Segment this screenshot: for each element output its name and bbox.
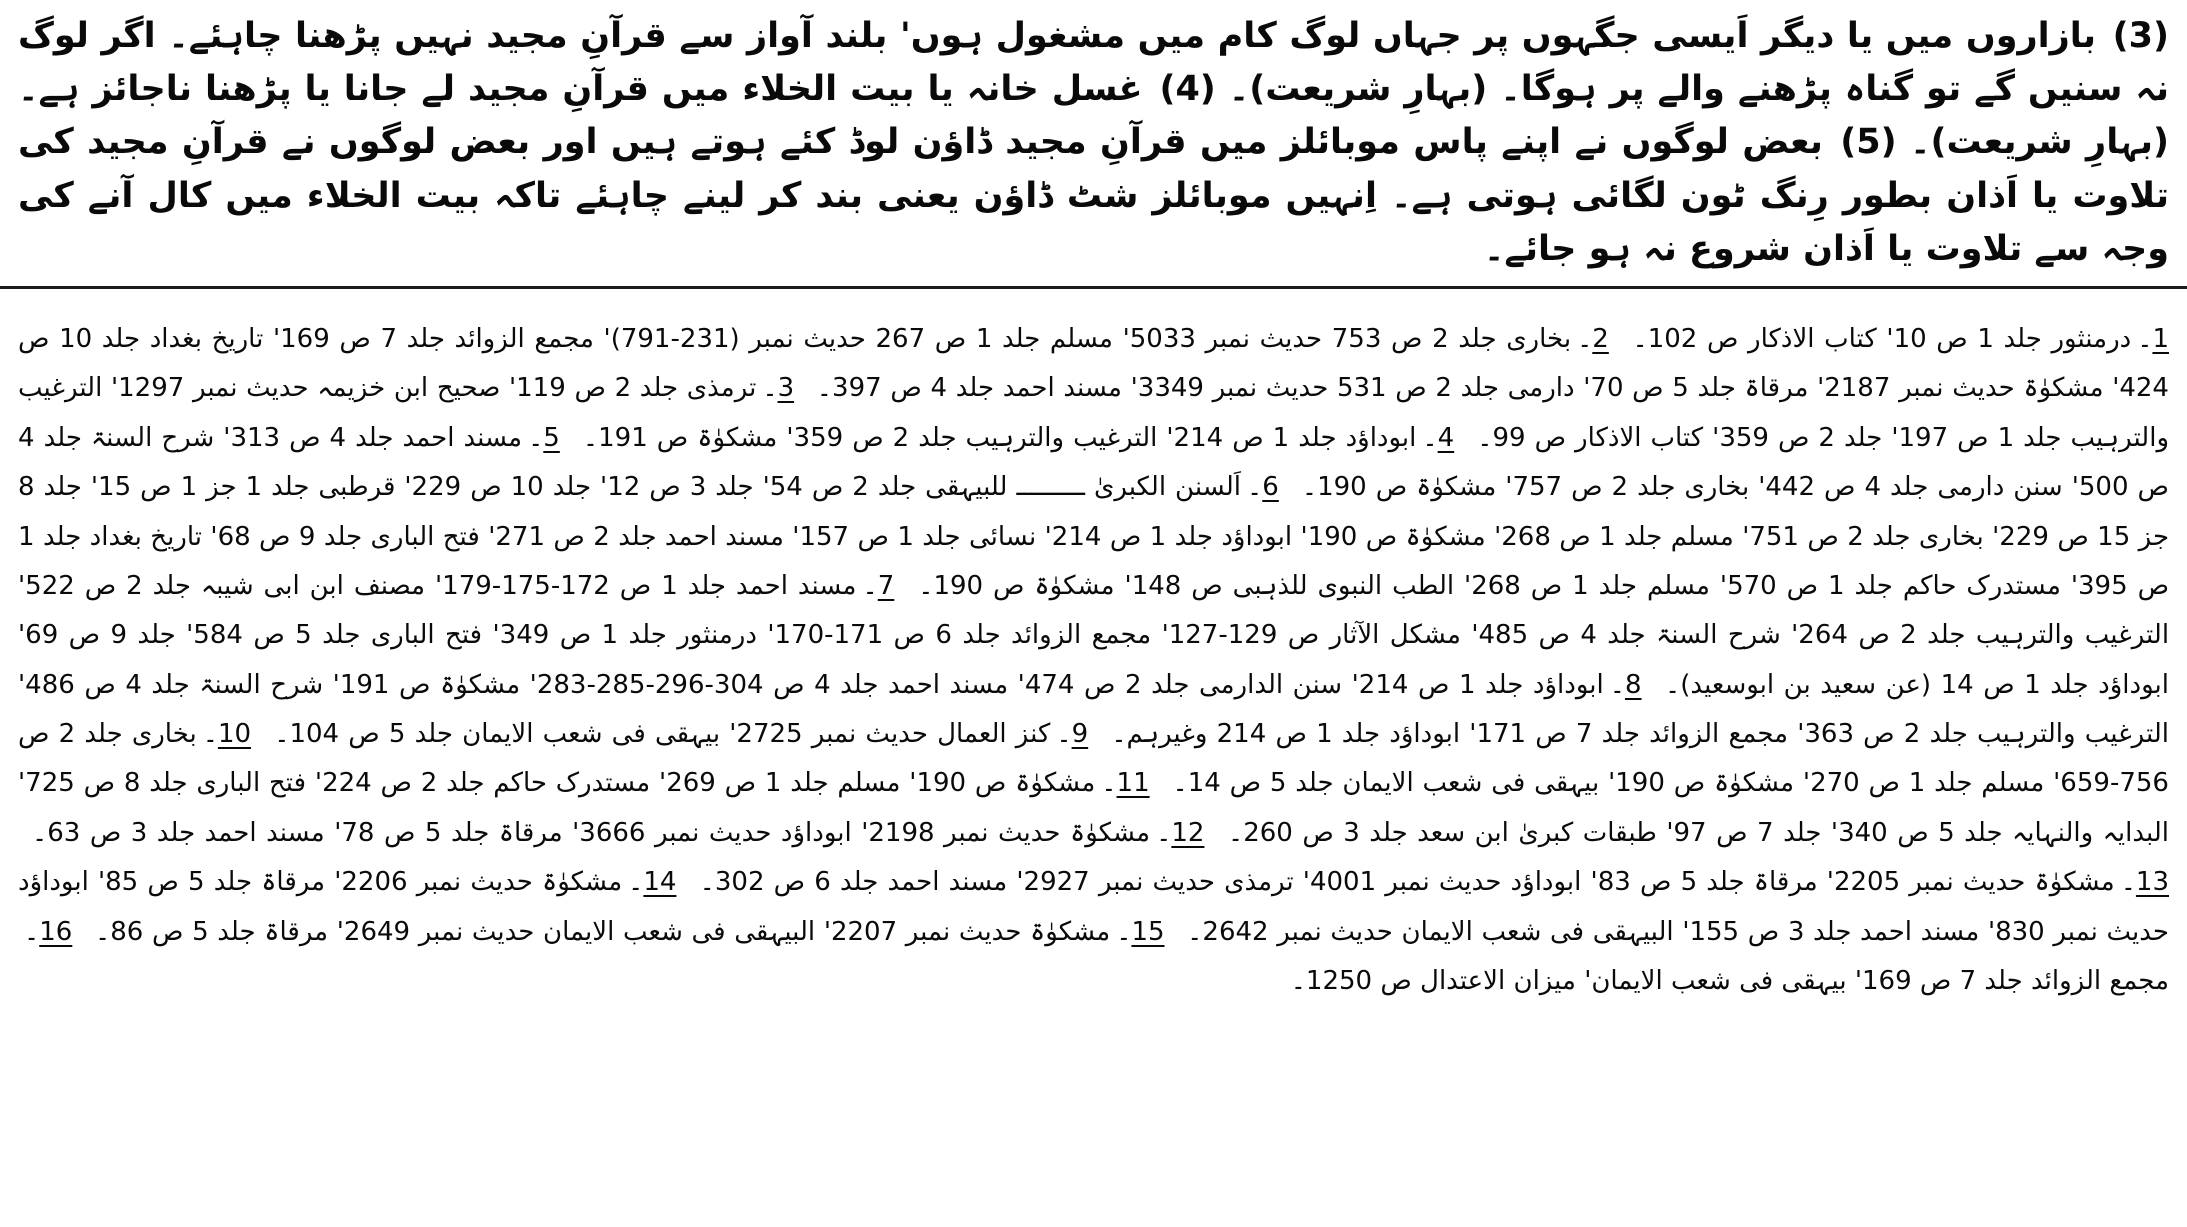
footnote-text: کنز العمال حدیث نمبر 2725' بیہقی فی شعب الایمان جلد 5 ص 104۔ [265, 719, 1051, 750]
footnote-number-suffix: ۔ [1247, 472, 1263, 503]
footnote-text: بخاری جلد 2 ص 756-659' مسلم جلد 1 ص 270' مشکوٰۃ ص 190' بیہقی فی شعب الایمان جلد 5 ص 14۔ [18, 719, 2169, 799]
footnote-number: 3 [777, 373, 795, 404]
footnote-number: 13 [2135, 867, 2170, 898]
footnote-text: بخاری جلد 2 ص 753 حدیث نمبر 5033' مسلم جلد 1 ص 267 حدیث نمبر (231-791)' مجمع الزوائد جلد 7 ص 169' تاریخ بغداد جلد 10 ص 424' مشکوٰۃ حدیث نمبر 2187' مرقاۃ جلد 5 ص 70' دارمی جلد 2 ص 531 حدیث نمبر 3349' مسند احمد جلد 4 ص 397۔ [18, 323, 2169, 404]
footnote-number: 9 [1071, 719, 1089, 750]
item-marker: (5) [1840, 122, 1897, 163]
footnote-number: 4 [1437, 422, 1455, 453]
footnote-text: ابوداؤد جلد 1 ص 214' الترغیب والترہیب جلد 2 ص 359' مشکوٰۃ ص 191۔ [573, 422, 1417, 453]
footnote-number: 16 [39, 916, 73, 947]
footnote-text: ترمذی جلد 2 ص 119' صحیح ابن خزیمہ حدیث نمبر 1297' الترغیب والترہیب جلد 1 ص 197' جلد 2 ص 359' کتاب الاذکار ص 99۔ [18, 373, 2170, 453]
footnote-number-suffix: ۔ [1116, 916, 1132, 947]
footnote-number: 12 [1171, 817, 1205, 848]
footnote-number-suffix: ۔ [1609, 669, 1625, 700]
footnote-text: درمنثور جلد 1 ص 10' کتاب الاذکار ص 102۔ [1622, 323, 2132, 354]
footnote-divider [0, 286, 2187, 289]
footnote-number: 1 [2152, 323, 2169, 354]
footnote-number-suffix: ۔ [1156, 817, 1172, 848]
footnote-entry [574, 423, 1454, 453]
footnote-text: مسند احمد جلد 1 ص 172-175-179' مصنف ابن ابی شیبہ جلد 2 ص 522' الترغیب والترہیب جلد 2 ص 264' شرح السنۃ جلد 4 ص 485' مشکل الآثار ص 129-127' مجمع الزوائد جلد 6 ص 171-170' درمنثور جلد 1 ص 349' فتح الباری جلد 5 ص 584' جلد 9 ص 69' ابوداؤد جلد 1 ص 14 (عن سعید بن ابوسعید)۔ [18, 570, 2170, 700]
footnote-text: اَلسنن الکبریٰ ـــــــــ للبیہقی جلد 2 ص 54' جلد 3 ص 12' جلد 10 ص 229' قرطبی جلد 1 جز 1 ص 15' جلد 8 جز 15 ص 229' بخاری جلد 2 ص 751' مسلم جلد 1 ص 268' مشکوٰۃ ص 190' ابوداؤد جلد 1 ص 214' نسائی جلد 1 ص 157' مسند احمد جلد 2 ص 271' فتح الباری جلد 9 ص 68' تاریخ بغداد جلد 1 ص 395' مستدرک حاکم جلد 1 ص 570' مسلم جلد 1 ص 268' الطب النبوی للذہبی ص 148' مشکوٰۃ ص 190۔ [18, 472, 2170, 601]
footnote-entry [86, 917, 1164, 947]
footnote-number-suffix: ۔ [2137, 323, 2153, 354]
footnote-number-suffix: ۔ [24, 916, 40, 947]
item-marker: (3) [2112, 16, 2169, 56]
footnote-number-suffix: ۔ [1101, 768, 1117, 799]
footnote-number: 15 [1131, 916, 1165, 947]
footnote-text: مشکوٰۃ حدیث نمبر 2206' مرقاۃ جلد 5 ص 85' ابوداؤد حدیث نمبر 830' مسند احمد جلد 3 ص 155' البیہقی فی شعب الایمان حدیث نمبر 2642۔ [18, 867, 2169, 947]
footnote-number-suffix: ۔ [2120, 867, 2136, 898]
footnote-number-suffix: ۔ [528, 422, 544, 453]
item-text: بعض لوگوں نے اپنے پاس موبائلز میں قرآنِ مجید ڈاؤن لوڈ کئے ہوتے ہیں اور بعض لوگوں نے قرآنِ مجید کی تلاوت یا اَذان بطور رِنگ ٹون لگائی ہوتی ہے۔ اِنہیں موبائلز شٹ ڈاؤن یعنی بند کر لینے چاہئے تاکہ بیت الخلاء میں کال آنے کی وجہ سے تلاوت یا اَذان شروع نہ ہو جائے۔ [18, 122, 2169, 269]
main-paragraph [18, 10, 2169, 276]
footnote-number-suffix: ۔ [862, 570, 878, 601]
footnote-number-suffix: ۔ [628, 867, 644, 898]
footnote-text: مجمع الزوائد جلد 7 ص 169' بیہقی فی شعب الایمان' میزان الاعتدال ص 1250۔ [1290, 966, 2169, 997]
footnote-number: 14 [643, 867, 677, 898]
footnote-number-suffix: ۔ [762, 373, 778, 404]
footnote-number-suffix: ۔ [202, 719, 218, 750]
footnote-number: 8 [1624, 669, 1642, 700]
footnote-number: 6 [1262, 472, 1279, 503]
footnote-entry [32, 818, 1204, 848]
footnote-text: مشکوٰۃ ص 190' مسلم جلد 1 ص 269' مستدرک حاکم جلد 2 ص 224' فتح الباری جلد 8 ص 725' البدایہ والنہایہ جلد 5 ص 340' جلد 7 ص 97' طبقات کبریٰ ابن سعد جلد 3 ص 260۔ [18, 768, 2170, 848]
footnote-number: 5 [543, 422, 560, 453]
footnote-number-suffix: ۔ [1577, 323, 1593, 354]
item-text: بازاروں میں یا دیگر اَیسی جگہوں پر جہاں لوگ کام میں مشغول ہوں' بلند آواز سے قرآنِ مجید نہیں پڑھنا چاہئے۔ اگر لوگ نہ سنیں گے تو گناہ پڑھنے والے پر ہوگا۔ (بہارِ شریعت)۔ [18, 16, 2169, 110]
footnote-text: مسند احمد جلد 4 ص 313' شرح السنۃ جلد 4 ص 500' سنن دارمی جلد 4 ص 442' بخاری جلد 2 ص 757' مشکوٰۃ ص 190۔ [18, 422, 2169, 503]
footnote-number-suffix: ۔ [1056, 719, 1072, 750]
footnote-text: مشکوٰۃ حدیث نمبر 2207' البیہقی فی شعب الایمان حدیث نمبر 2649' مرقاۃ جلد 5 ص 86۔ [86, 916, 1111, 947]
footnote-entry [690, 867, 2169, 897]
footnote-number: 11 [1116, 768, 1150, 799]
footnote-number-suffix: ۔ [1422, 422, 1438, 453]
footnote-number: 10 [217, 719, 252, 750]
footnote-number: 7 [877, 570, 895, 601]
footnote-text: مشکوٰۃ حدیث نمبر 2205' مرقاۃ جلد 5 ص 83' ابوداؤد حدیث نمبر 4001' ترمذی حدیث نمبر 2927' مسند احمد جلد 6 ص 302۔ [690, 867, 2115, 898]
footnote-number: 2 [1592, 323, 1609, 354]
main-item [18, 122, 2169, 268]
footnote-text: مشکوٰۃ حدیث نمبر 2198' ابوداؤد حدیث نمبر 3666' مرقاۃ جلد 5 ص 78' مسند احمد جلد 3 ص 63۔ [32, 817, 1151, 848]
item-marker: (4) [1159, 69, 1216, 110]
footnote-entry [265, 719, 1088, 749]
footnotes-paragraph [18, 315, 2169, 1006]
item-text: غسل خانہ یا بیت الخلاء میں قرآنِ مجید لے جانا یا پڑھنا ناجائز ہے۔ (بہارِ شریعت)۔ [18, 69, 2169, 163]
footnote-entry [1623, 324, 2169, 354]
footnote-text: ابوداؤد جلد 1 ص 214' سنن الدارمی جلد 2 ص 474' مسند احمد جلد 4 ص 304-296-285-283' مشکوٰۃ ص 191' شرح السنۃ جلد 4 ص 486' الترغیب والترہیب جلد 2 ص 363' مجمع الزوائد جلد 7 ص 171' ابوداؤد جلد 1 ص 214 وغیرہم۔ [18, 669, 2170, 750]
